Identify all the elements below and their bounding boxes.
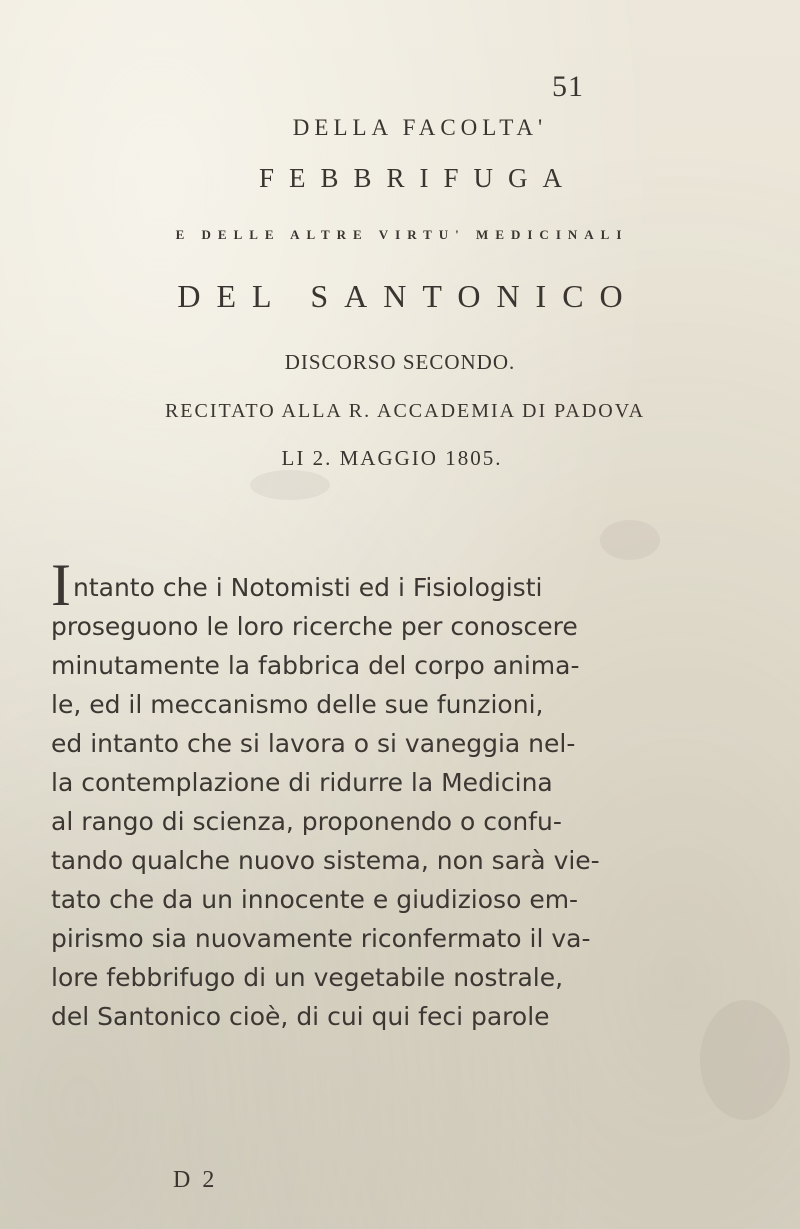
recitato-line: RECITATO ALLA R. ACCADEMIA DI PADOVA <box>164 400 646 422</box>
text-line: ed intanto che si lavora o si vaneggia nel- <box>51 729 576 758</box>
signature-mark: D 2 <box>173 1167 218 1193</box>
text-line: minutamente la fabbrica del corpo anima- <box>51 651 580 680</box>
date-line: LI 2. MAGGIO 1805. <box>281 446 503 470</box>
drop-cap: I <box>51 552 71 618</box>
text-line: le, ed il meccanismo delle sue funzioni, <box>51 690 544 719</box>
heading-della-facolta: DELLA FACOLTA' <box>292 115 548 140</box>
paper-stain <box>600 520 660 560</box>
heading-altre-virtu: E DELLE ALTRE VIRTU' MEDICINALI <box>175 227 629 242</box>
text-line: del Santonico cioè, di cui qui feci parole <box>51 1002 550 1031</box>
text-line: pirismo sia nuovamente riconfermato il va- <box>51 924 591 953</box>
text-line: lore febbrifugo di un vegetabile nostrale, <box>51 963 564 992</box>
text-line: al rango di scienza, proponendo o confu- <box>51 807 562 836</box>
text-line: la contemplazione di ridurre la Medicina <box>51 768 553 797</box>
text-line: proseguono le loro ricerche per conoscere <box>51 612 578 641</box>
page-number: 51 <box>552 70 584 103</box>
text-line: tato che da un innocente e giudizioso em- <box>51 885 579 914</box>
body-text <box>51 552 751 1036</box>
text-line: tando qualche nuovo sistema, non sarà vie- <box>51 846 600 875</box>
discorso-secondo: DISCORSO SECONDO. <box>284 350 516 374</box>
text-line: Intanto che i Notomisti ed i Fisiologisti <box>51 552 543 618</box>
heading-del-santonico: DEL SANTONICO <box>177 278 639 314</box>
heading-febbrifuga: FEBBRIFUGA <box>258 163 578 193</box>
paper-stain <box>250 470 330 500</box>
